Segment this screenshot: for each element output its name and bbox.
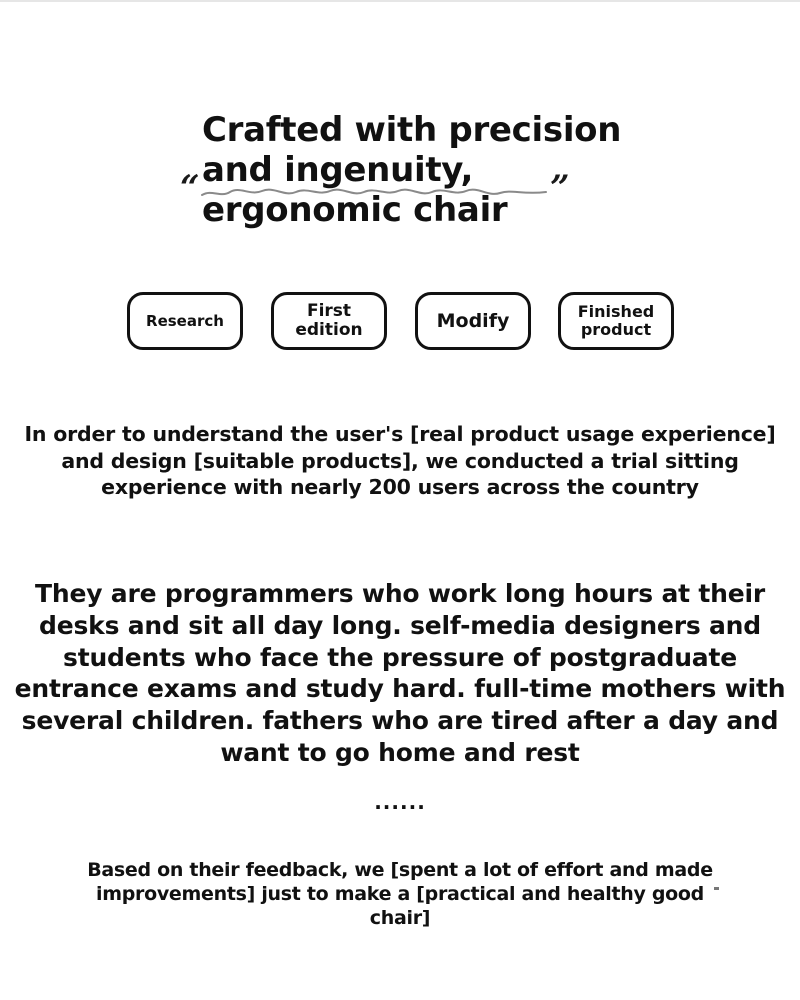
step-label: product <box>580 320 652 339</box>
close-quote-mark: ” <box>550 168 570 208</box>
step-label: edition <box>295 320 363 340</box>
intro-paragraph: In order to understand the user's [real product usage experience] and design [suitable products], we conducted a trial sitting experience with nearly 200 users across the country <box>24 422 776 499</box>
step-label: Modify <box>436 310 510 332</box>
step-modify <box>415 292 531 350</box>
step-label: First <box>306 301 352 321</box>
step-finished-product <box>558 292 674 350</box>
feedback-paragraph: Based on their feedback, we [spent a lot of effort and made improvements] just to make a [practical and healthy good chair] <box>87 859 713 929</box>
step-label: Research <box>146 312 224 330</box>
headline-line-1: Crafted with precision <box>202 110 622 150</box>
top-divider <box>0 0 800 2</box>
users-paragraph: They are programmers who work long hours at their desks and sit all day long. self-media designers and students who face the pressure of postgraduate entrance exams and study hard. full-time mothers with several children. fathers who are tired after a day and want to go home and rest <box>14 579 786 767</box>
stray-mark <box>714 887 719 890</box>
ellipsis: ...... <box>374 790 426 814</box>
process-steps <box>0 292 800 350</box>
step-research <box>127 292 243 350</box>
step-first-edition <box>271 292 387 350</box>
open-quote-mark: “ <box>180 168 200 208</box>
step-label: Finished <box>577 302 655 321</box>
headline-line-2: and ingenuity, <box>202 150 474 190</box>
headline-line-3: ergonomic chair <box>202 190 508 230</box>
headline <box>190 110 622 230</box>
